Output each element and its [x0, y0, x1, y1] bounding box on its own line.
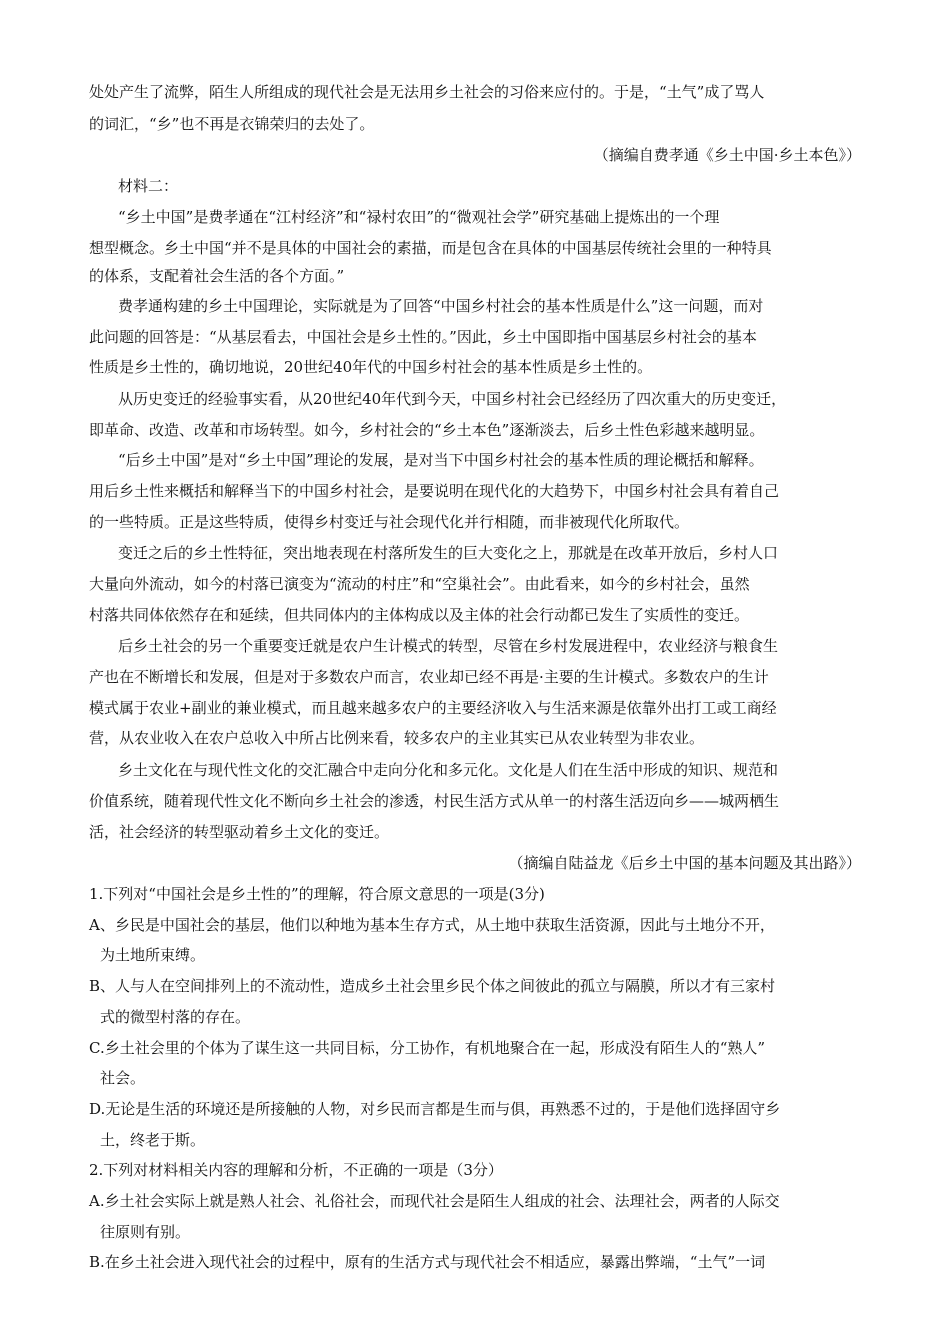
text-line: 变迁之后的乡土性特征，突出地表现在村落所发生的巨大变化之上，那就是在改革开放后，乡村人口 [118, 544, 779, 562]
text-line: 后乡土社会的另一个重要变迁就是农户生计模式的转型，尽管在乡村发展进程中，农业经济与粮食生 [118, 637, 779, 655]
text-line: 费孝通构建的乡土中国理论，实际就是为了回答“中国乡村社会的基本性质是什么”这一问题，而对 [118, 297, 764, 315]
text-line: 的体系，支配着社会生活的各个方面。” [89, 267, 345, 285]
text-line: 营，从农业收入在农户总收入中所占比例来看，较多农户的主业其实已从农业转型为非农业。 [89, 729, 705, 747]
text-line: 村落共同体依然存在和延续，但共同体内的主体构成以及主体的社会行动都已发生了实质性的变迁。 [89, 606, 750, 624]
text-line: B、人与人在空间排列上的不流动性，造成乡土社会里乡民个体之间彼此的孤立与隔膜，所以才有三家村 [89, 977, 776, 995]
text-line: A、乡民是中国社会的基层，他们以种地为基本生存方式，从土地中获取生活资源，因此与土地分不开， [89, 916, 775, 934]
text-line: 从历史变迁的经验事实看，从20世纪40年代到今天，中国乡村社会已经经历了四次重大的历史变迁， [118, 390, 787, 408]
text-line: 材料二： [118, 177, 179, 195]
text-line: 性质是乡土性的，确切地说，20世纪40年代的中国乡村社会的基本性质是乡土性的。 [89, 358, 653, 376]
text-line: 乡土文化在与现代性文化的交汇融合中走向分化和多元化。文化是人们在生活中形成的知识、规范和 [118, 761, 779, 779]
text-line: 活，社会经济的转型驱动着乡土文化的变迁。 [89, 823, 390, 841]
text-line: A.乡土社会实际上就是熟人社会、礼俗社会，而现代社会是陌生人组成的社会、法理社会，两者的人际交 [89, 1192, 780, 1210]
text-line: 往原则有别。 [100, 1223, 191, 1241]
text-line: “后乡土中国”是对“乡土中国”理论的发展，是对当下中国乡村社会的基本性质的理论概括和解释。 [118, 451, 764, 469]
text-line: 即革命、改造、改革和市场转型。如今，乡村社会的“乡土本色”逐渐淡去，后乡土性色彩越来越明显。 [89, 421, 765, 439]
text-line: 社会。 [100, 1069, 146, 1087]
text-line: B.在乡土社会进入现代社会的过程中，原有的生活方式与现代社会不相适应，暴露出弊端，“土气”一词 [89, 1253, 766, 1271]
text-line: 产也在不断增长和发展，但是对于多数农户而言，农业却已经不再是·主要的生计模式。多数农户的生计 [89, 668, 769, 686]
text-line: 模式属于农业+副业的兼业模式，而且越来越多农户的主要经济收入与生活来源是依靠外出打工或工商经 [89, 699, 777, 717]
text-line: 价值系统，随着现代性文化不断向乡土社会的渗透，村民生活方式从单一的村落生活迈向乡——城两栖生 [89, 792, 780, 810]
text-line: 2.下列对材料相关内容的理解和分析，不正确的一项是（3分） [89, 1161, 503, 1179]
text-line: 用后乡土性来概括和解释当下的中国乡村社会，是要说明在现代化的大趋势下，中国乡村社会具有着自己 [89, 482, 780, 500]
text-line: 1.下列对“中国社会是乡土性的”的理解，符合原文意思的一项是(3分) [89, 885, 545, 903]
text-line: D.无论是生活的环境还是所接触的人物，对乡民而言都是生而与俱，再熟悉不过的，于是他们选择固守乡 [89, 1100, 781, 1118]
text-line: 此问题的回答是：“从基层看去，中国社会是乡土性的。”因此，乡土中国即指中国基层乡村社会的基本 [89, 328, 757, 346]
text-line: C.乡土社会里的个体为了谋生这一共同目标，分工协作，有机地聚合在一起，形成没有陌生人的“熟人” [89, 1039, 766, 1057]
text-line: （摘编自陆益龙《后乡土中国的基本问题及其出路》） [508, 854, 861, 872]
text-line: 为土地所束缚。 [100, 946, 206, 964]
text-line: 的一些特质。正是这些特质，使得乡村变迁与社会现代化并行相随，而非被现代化所取代。 [89, 513, 690, 531]
text-line: 土，终老于斯。 [100, 1131, 206, 1149]
text-line: 的词汇，“乡”也不再是衣锦荣归的去处了。 [89, 115, 375, 133]
text-line: 式的微型村落的存在。 [100, 1008, 251, 1026]
text-line: “乡土中国”是费孝通在“江村经济”和“禄村农田”的“微观社会学”研究基础上提炼出的一个理 [118, 208, 720, 226]
text-line: 处处产生了流弊，陌生人所组成的现代社会是无法用乡土社会的习俗来应付的。于是，“土气”成了骂人 [89, 83, 765, 101]
text-line: 大量向外流动，如今的村落已演变为“流动的村庄”和“空巢社会”。由此看来，如今的乡村社会，虽然 [89, 575, 750, 593]
text-line: 想型概念。乡土中国“并不是具体的中国社会的素描，而是包含在具体的中国基层传统社会里的一种特具 [89, 239, 772, 257]
text-line: （摘编自费孝通《乡土中国·乡土本色》） [593, 146, 861, 164]
